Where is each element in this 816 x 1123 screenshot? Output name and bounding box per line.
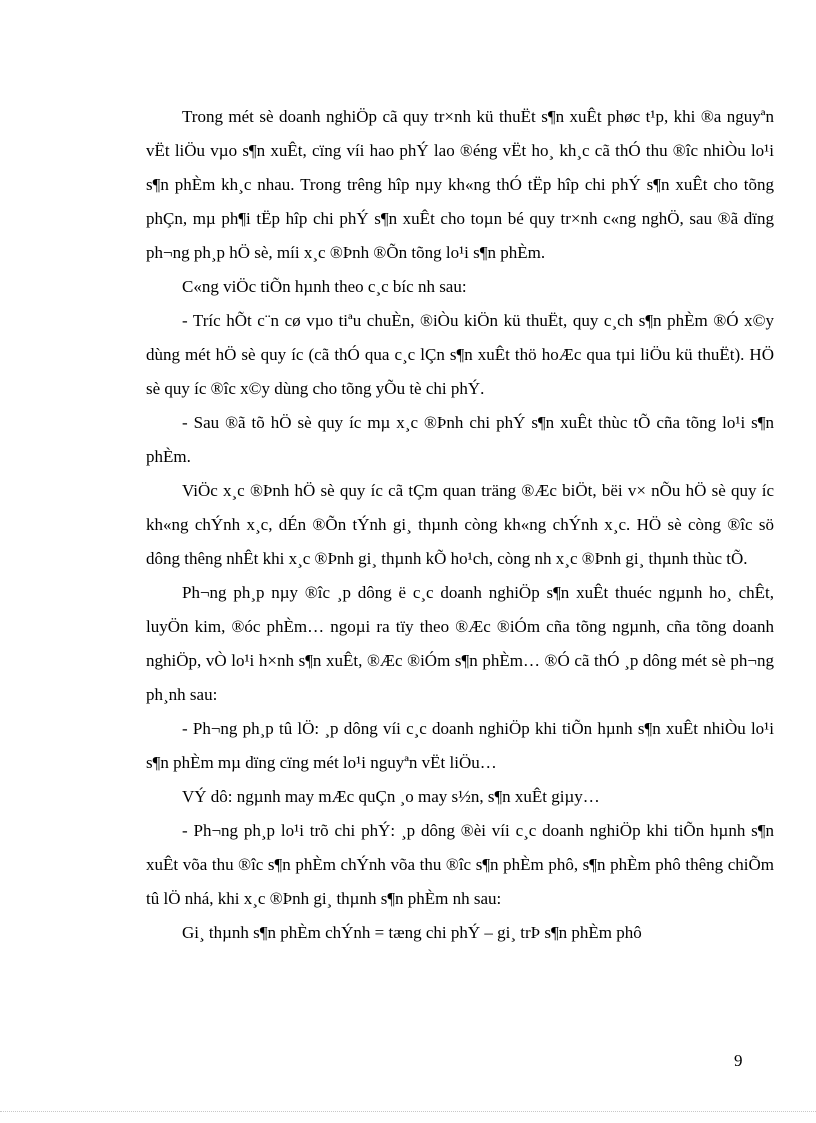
paragraph-3: - Tríc hÕt c¨n cø vµo tiªu chuÈn, ®iÒu kiÖn kü thuËt, quy c¸ch s¶n phÈm ®Ó x©y dùng mét hÖ sè quy íc (cã thÓ qua c¸c lÇn s¶n xuÊt thö hoÆc qua tµi liÖu kü thuËt). HÖ sè quy íc ®îc x©y dùng cho tõng yÕu tè chi phÝ. [146, 311, 774, 398]
paragraph-5: ViÖc x¸c ®Þnh hÖ sè quy íc cã tÇm quan träng ®Æc biÖt, bëi v× nÕu hÖ sè quy íc kh«ng chÝnh x¸c, dÉn ®Õn tÝnh gi¸ thµnh còng kh«ng chÝnh x¸c. HÖ sè còng ®îc sö dông thêng nhÊt khi x¸c ®Þnh gi¸ thµnh kÕ ho¹ch, còng nh x¸c ®Þnh gi¸ thµnh thùc tÕ. [146, 481, 774, 568]
paragraph-10: Gi¸ thµnh s¶n phÈm chÝnh = tæng chi phÝ – gi¸ trÞ s¶n phÈm phô [182, 923, 642, 942]
paragraph-6: Ph¬ng ph¸p nµy ®îc ¸p dông ë c¸c doanh nghiÖp s¶n xuÊt thuéc ngµnh ho¸ chÊt, luyÖn kim, ®óc phÈm… ngoµi ra tïy theo ®Æc ®iÓm cña tõng ngµnh, cña tõng doanh nghiÖp, vÒ lo¹i h×nh s¶n xuÊt, ®Æc ®iÓm s¶n phÈm… ®Ó cã thÓ ¸p dông mét sè ph¬ng ph¸nh sau: [146, 583, 774, 704]
paragraph-2: C«ng viÖc tiÕn hµnh theo c¸c bíc nh sau: [182, 277, 467, 296]
document-body [146, 100, 774, 950]
paragraph-4: - Sau ®ã tõ hÖ sè quy íc mµ x¸c ®Þnh chi phÝ s¶n xuÊt thùc tÕ cña tõng lo¹i s¶n phÈm. [146, 413, 774, 466]
paragraph-1: Trong mét sè doanh nghiÖp cã quy tr×nh kü thuËt s¶n xuÊt phøc t¹p, khi ®a nguyªn vËt liÖu vµo s¶n xuÊt, cïng víi hao phÝ lao ®éng vËt ho¸ kh¸c cã thÓ thu ®îc nhiÒu lo¹i s¶n phÈm kh¸c nhau. Trong trêng hîp nµy kh«ng thÓ tËp hîp chi phÝ s¶n xuÊt cho tõng phÇn, mµ ph¶i tËp hîp chi phÝ s¶n xuÊt cho toµn bé quy tr×nh c«ng nghÖ, sau ®ã dïng ph¬ng ph¸p hÖ sè, míi x¸c ®Þnh ®Õn tõng lo¹i s¶n phÈm. [146, 107, 774, 262]
footer-divider [0, 1111, 816, 1112]
paragraph-9: - Ph¬ng ph¸p lo¹i trõ chi phÝ: ¸p dông ®èi víi c¸c doanh nghiÖp khi tiÕn hµnh s¶n xuÊt võa thu ®îc s¶n phÈm chÝnh võa thu ®îc s¶n phÈm phô, s¶n phÈm phô thêng chiÕm tû lÖ nhá, khi x¸c ®Þnh gi¸ thµnh s¶n phÈm nh sau: [146, 821, 774, 908]
paragraph-7: - Ph¬ng ph¸p tû lÖ: ¸p dông víi c¸c doanh nghiÖp khi tiÕn hµnh s¶n xuÊt nhiÒu lo¹i s¶n phÈm mµ dïng cïng mét lo¹i nguyªn vËt liÖu… [146, 719, 774, 772]
paragraph-8: VÝ dô: ngµnh may mÆc quÇn ¸o may s½n, s¶n xuÊt giµy… [182, 787, 600, 806]
page-number: 9 [734, 1051, 743, 1070]
